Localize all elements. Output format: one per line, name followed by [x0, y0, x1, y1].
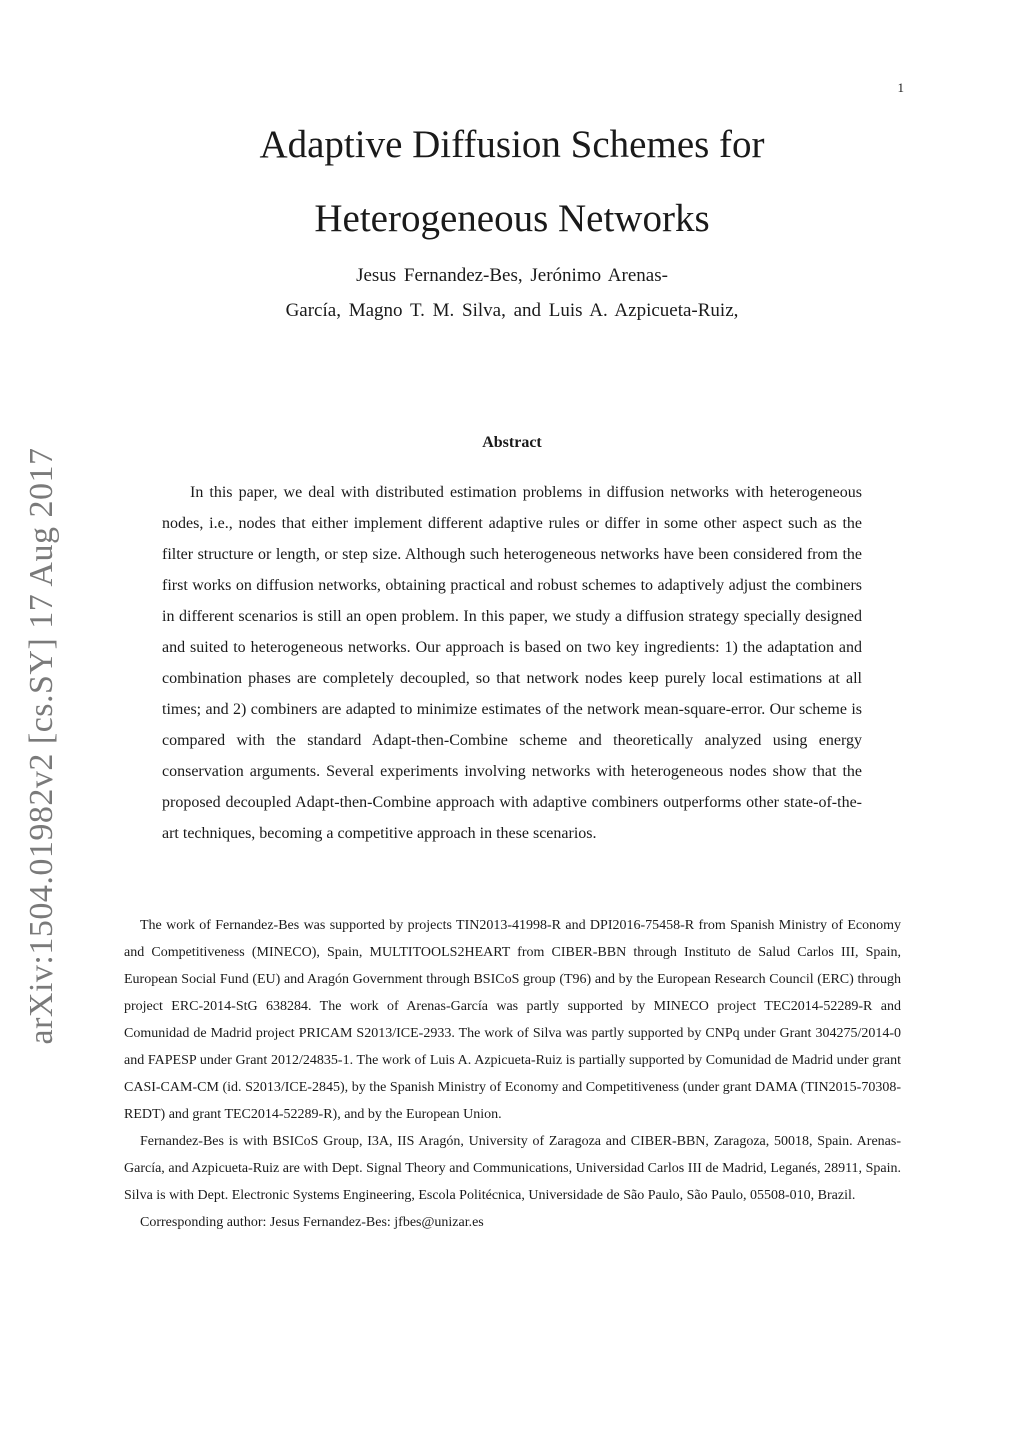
authors-line-1: Jesus Fernandez-Bes, Jerónimo Arenas-: [356, 265, 668, 286]
authors-line-2: García, Magno T. M. Silva, and Luis A. Azpicueta-Ruiz,: [285, 300, 739, 321]
title-line-1: Adaptive Diffusion Schemes for: [259, 123, 765, 166]
abstract-text: In this paper, we deal with distributed estimation problems in diffusion networks with heterogeneous nodes, i.e., nodes that either implement different adaptive rules or differ in some other aspect such as the filter structure or length, or step size. Although such heterogeneous networks have been considered from the first works on diffusion networks, obtaining practical and robust schemes to adaptively adjust the combiners in different scenarios is still an open problem. In this paper, we study a diffusion strategy specially designed and suited to heterogeneous networks. Our approach is based on two key ingredients: 1) the adaptation and combination phases are completely decoupled, so that network nodes keep purely local estimations at all times; and 2) combiners are adapted to minimize estimates of the network mean-square-error. Our scheme is compared with the standard Adapt-then-Combine scheme and theoretically analyzed using energy conservation arguments. Several experiments involving networks with heterogeneous nodes show that the proposed decoupled Adapt-then-Combine approach with adaptive combiners outperforms other state-of-the-art techniques, becoming a competitive approach in these scenarios.: [162, 484, 862, 842]
page-number: 1: [897, 80, 904, 95]
abstract-heading: Abstract: [482, 434, 542, 451]
arxiv-sidebar-stamp: [23, 448, 61, 1045]
affiliations-footnote: Fernandez-Bes is with BSICoS Group, I3A, IIS Aragón, University of Zaragoza and CIBER-BBN, Zaragoza, 50018, Spain. Arenas-García, and Azpicueta-Ruiz are with Dept. Signal Theory and Communications, Universidad Carlos III de Madrid, Leganés, 28911, Spain. Silva is with Dept. Electronic Systems Engineering, Escola Politécnica, Universidade de São Paulo, São Paulo, 05508-010, Brazil.: [124, 1134, 901, 1203]
author-list: [0, 258, 1024, 328]
title-line-2: Heterogeneous Networks: [314, 197, 710, 240]
arxiv-category: [cs.SY]: [23, 637, 60, 745]
arxiv-date: 17 Aug 2017: [23, 447, 60, 629]
paper-title: [0, 108, 1024, 256]
footnotes: [124, 912, 901, 1236]
funding-footnote: The work of Fernandez-Bes was supported by projects TIN2013-41998-R and DPI2016-75458-R from Spanish Ministry of Economy and Competitiveness (MINECO), Spain, MULTITOOLS2HEART from CIBER-BBN through Instituto de Salud Carlos III, Spain, European Social Fund (EU) and Aragón Government through BSICoS group (T96) and by the European Research Council (ERC) through project ERC-2014-StG 638284. The work of Arenas-García was partly supported by MINECO project TEC2014-52289-R and Comunidad de Madrid project PRICAM S2013/ICE-2933. The work of Silva was partly supported by CNPq under Grant 304275/2014-0 and FAPESP under Grant 2012/24835-1. The work of Luis A. Azpicueta-Ruiz is partially supported by Comunidad de Madrid under grant CASI-CAM-CM (id. S2013/ICE-2845), by the Spanish Ministry of Economy and Competitiveness (under grant DAMA (TIN2015-70308-REDT) and grant TEC2014-52289-R), and by the European Union.: [124, 918, 901, 1122]
arxiv-id: arXiv:1504.01982v2: [23, 753, 60, 1045]
corresponding-author-footnote: Corresponding author: Jesus Fernandez-Bes: jfbes@unizar.es: [140, 1215, 484, 1230]
